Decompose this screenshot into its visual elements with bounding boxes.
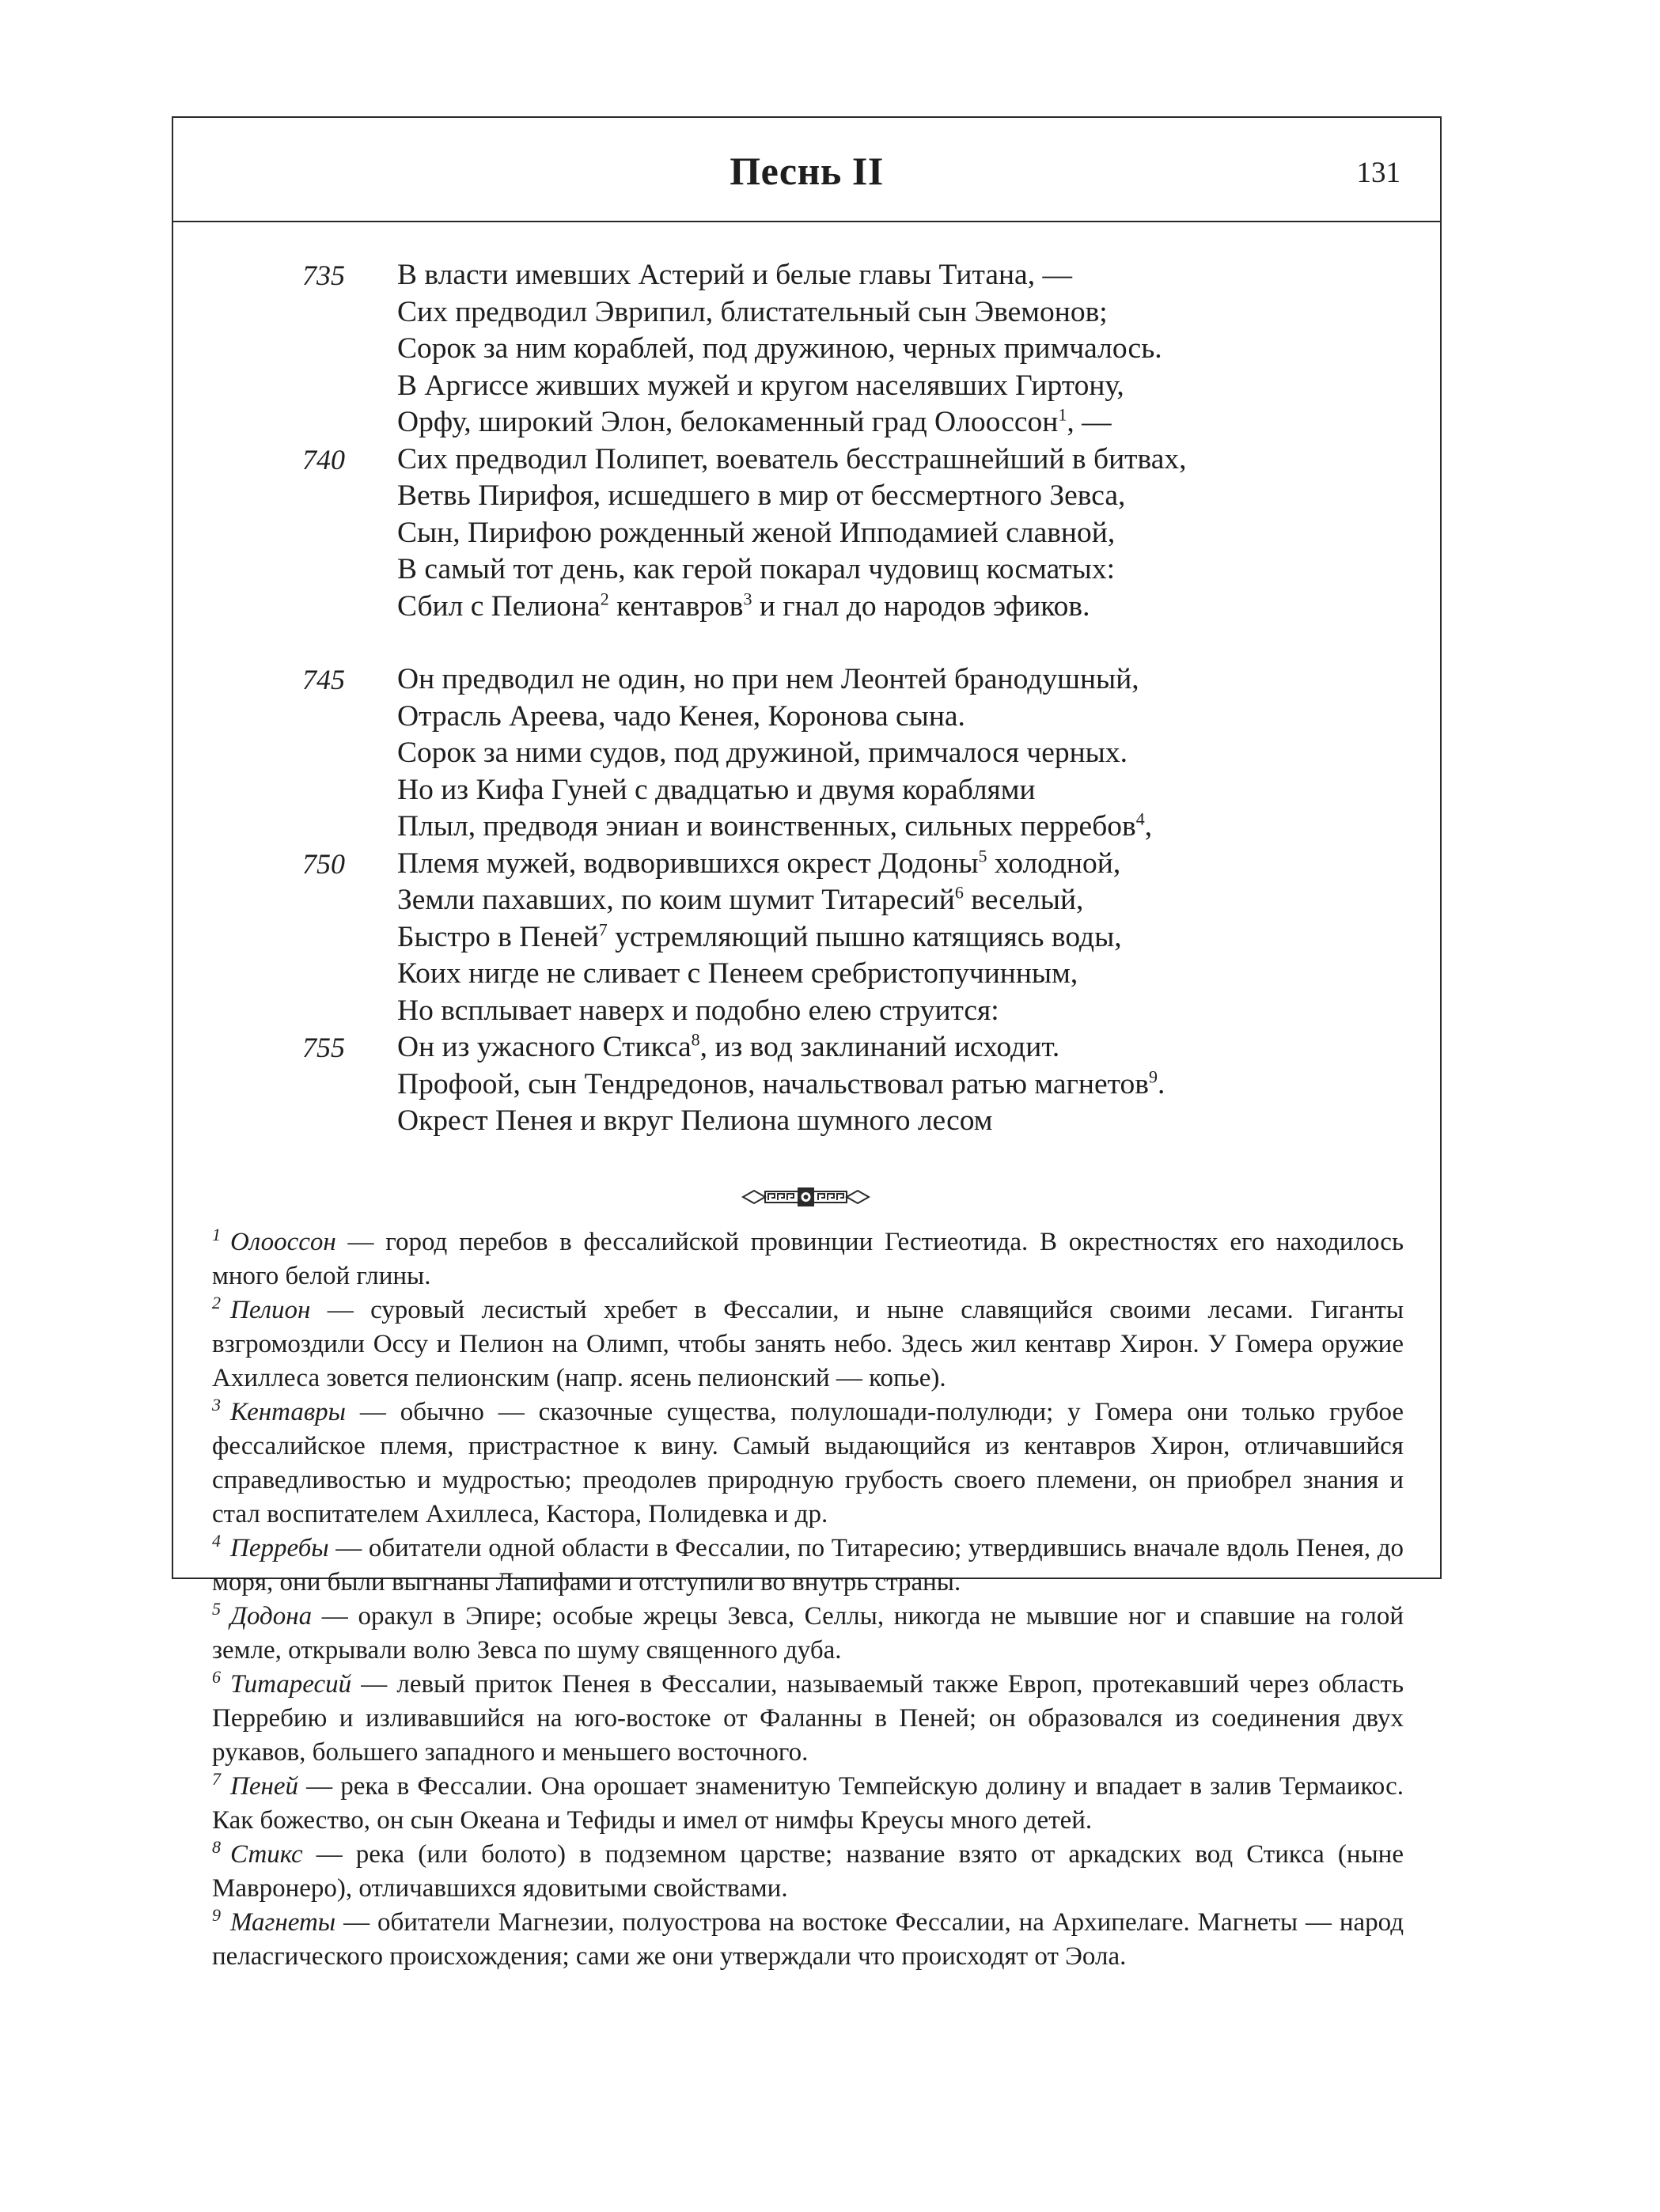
verse-segment: Но всплывает наверх и подобно елею струится: bbox=[397, 994, 999, 1027]
page-frame bbox=[172, 116, 1442, 1971]
line-number: 735 bbox=[302, 259, 345, 291]
verse-segment: Сорок за ним кораблей, под дружиною, черных примчалось. bbox=[397, 332, 1162, 365]
verse-segment: Земли пахавших, по коим шумит Титаресий bbox=[397, 884, 955, 916]
verse-text bbox=[397, 551, 1115, 589]
verse-segment: Сбил с Пелиона bbox=[397, 589, 601, 623]
verse-segment: Сын, Пирифою рожденный женой Ипподамией славной, bbox=[397, 516, 1116, 549]
verse-line bbox=[173, 993, 1440, 1030]
verse-segment: холодной, bbox=[987, 847, 1121, 880]
footnote-number: 5 bbox=[212, 1599, 221, 1619]
footnote-text: — суровый лесистый хребет в Фессалии, и ныне славящийся своими лесами. Гиганты взгромоздили Оссу и Пелион на Олимп, чтобы занять небо. Здесь жил кентавр Хирон. У Гомера оружие Ахиллеса зовется пелионским (напр. ясень пелионский — копье). bbox=[212, 1296, 1404, 1392]
verse-line bbox=[173, 589, 1440, 626]
footnote bbox=[212, 1532, 1404, 1600]
footnote-number: 9 bbox=[212, 1905, 221, 1925]
footnote bbox=[212, 1838, 1404, 1906]
footnote-text: — обычно — сказочные существа, полулошади-полулюди; у Гомера они только грубое фессалийское племя, пристрастное к вину. Самый выдающийся из кентавров Хирон, отличавшийся справедливостью и мудростью; преодолев природную грубость своего племени, он приобрел знания и стал воспитателем Ахиллеса, Кастора, Полидевка и др. bbox=[212, 1398, 1404, 1528]
verse-segment: . bbox=[1158, 1067, 1165, 1100]
verse-line bbox=[173, 404, 1440, 441]
footnote-ref: 3 bbox=[743, 589, 752, 608]
footnote-number: 8 bbox=[212, 1837, 221, 1857]
verse-text bbox=[397, 661, 1139, 699]
verse-segment: Отрасль Ареева, чадо Кенея, Коронова сына. bbox=[397, 699, 965, 733]
verse-line bbox=[173, 294, 1440, 331]
footnote bbox=[212, 1600, 1404, 1668]
verse-text bbox=[397, 919, 1122, 956]
footnote-text: — река (или болото) в подземном царстве; название взято от аркадских вод Стикса (ныне Мавронеро), отличавшихся ядовитыми свойствами. bbox=[212, 1840, 1404, 1903]
verse-segment: Сорок за ними судов, под дружиной, примчалося черных. bbox=[397, 737, 1128, 769]
footnote-ref: 1 bbox=[1058, 404, 1067, 425]
verse-text bbox=[397, 257, 1072, 294]
stanza bbox=[173, 257, 1440, 625]
verse-line bbox=[173, 735, 1440, 772]
verse-line bbox=[173, 441, 1440, 479]
footnote-term: Пеней bbox=[230, 1772, 298, 1801]
verse-text bbox=[397, 331, 1162, 368]
verse-segment: Коих нигде не сливает с Пенеем сребристопучинным, bbox=[397, 957, 1078, 990]
verse-line bbox=[173, 772, 1440, 809]
footnote-ref: 9 bbox=[1149, 1066, 1158, 1086]
footnote-ref: 6 bbox=[954, 882, 964, 903]
footnote-text: — оракул в Эпире; особые жрецы Зевса, Селлы, никогда не мывшие ног и спавшие на голой земле, открывали волю Зевса по шуму священного дуба. bbox=[212, 1602, 1404, 1665]
line-number: 745 bbox=[302, 664, 345, 695]
verse-text bbox=[397, 589, 1090, 626]
verse-segment: и гнал до народов эфиков. bbox=[752, 589, 1090, 623]
page-title: Песнь II bbox=[730, 149, 884, 193]
verse-segment: устремляющий пышно катящиясь воды, bbox=[607, 920, 1122, 953]
verse-line bbox=[173, 1066, 1440, 1104]
verse-line bbox=[173, 846, 1440, 883]
verse-segment: веселый, bbox=[963, 884, 1084, 916]
verse-text bbox=[397, 956, 1078, 993]
footnote-term: Кентавры bbox=[230, 1398, 347, 1426]
verse-block bbox=[173, 257, 1440, 1140]
footnote-term: Стикс bbox=[230, 1840, 303, 1869]
line-number: 750 bbox=[302, 847, 345, 880]
footnote-term: Магнеты bbox=[230, 1908, 336, 1937]
verse-line bbox=[173, 368, 1440, 405]
footnote-ref: 5 bbox=[978, 846, 987, 865]
footnote-ref: 8 bbox=[691, 1029, 700, 1050]
verse-line bbox=[173, 699, 1440, 736]
verse-line bbox=[173, 478, 1440, 515]
verse-line bbox=[173, 257, 1440, 294]
verse-line bbox=[173, 661, 1440, 699]
footnote-term: Пелион bbox=[230, 1296, 311, 1324]
verse-text bbox=[397, 993, 999, 1030]
verse-text bbox=[397, 1103, 993, 1140]
verse-line bbox=[173, 1029, 1440, 1066]
verse-text bbox=[397, 699, 965, 736]
verse-segment: , из вод заклинаний исходит. bbox=[699, 1031, 1060, 1063]
verse-line bbox=[173, 919, 1440, 956]
page-number: 131 bbox=[1356, 157, 1400, 189]
verse-text bbox=[397, 515, 1115, 552]
verse-text bbox=[397, 368, 1124, 405]
verse-segment: В Аргиссе живших мужей и кругом населявших Гиртону, bbox=[397, 369, 1124, 402]
footnote-number: 4 bbox=[212, 1531, 221, 1551]
verse-text bbox=[397, 404, 1112, 441]
footnote-number: 3 bbox=[212, 1395, 221, 1415]
greek-key-ornament-icon bbox=[741, 1186, 870, 1208]
footnote-text: — обитатели Магнезии, полуострова на востоке Фессалии, на Архипелаге. Магнеты — народ пеласгического происхождения; сами же они утверждали что происходят от Эола. bbox=[212, 1908, 1404, 1971]
footnote bbox=[212, 1668, 1404, 1770]
verse-segment: Сих предводил Полипет, воеватель бесстрашнейший в битвах, bbox=[397, 442, 1187, 475]
footnote-text: — город перебов в фессалийской провинции Гестиеотида. В окрестностях его находилось много белой глины. bbox=[212, 1228, 1404, 1290]
footnotes bbox=[212, 1225, 1404, 1974]
footnote-term: Титаресий bbox=[230, 1670, 352, 1699]
verse-segment: Он предводил не один, но при нем Леонтей бранодушный, bbox=[397, 663, 1139, 695]
verse-line bbox=[173, 956, 1440, 993]
verse-segment: В власти имевших Астерий и белые главы Титана, — bbox=[397, 259, 1072, 291]
footnote-ref: 7 bbox=[598, 919, 608, 939]
verse-line bbox=[173, 515, 1440, 552]
verse-text bbox=[397, 846, 1120, 883]
footnote-term: Перребы bbox=[230, 1534, 329, 1562]
footnote-number: 2 bbox=[212, 1293, 221, 1312]
footnote-text: — левый приток Пенея в Фессалии, называемый также Европ, протекавший через область Перребию и изливавшийся на юго-востоке от Фаланны в Пеней; он образовался из соединения двух рукавов, большего западного и меньшего восточного. bbox=[212, 1670, 1404, 1767]
footnote-text: — обитатели одной области в Фессалии, по Титаресию; утвердившись вначале вдоль Пенея, до моря, они были выгнаны Лапифами и отступили во внутрь страны. bbox=[212, 1534, 1404, 1597]
verse-segment: Он из ужасного Стикса bbox=[397, 1031, 692, 1063]
verse-segment: Ветвь Пирифоя, исшедшего в мир от бессмертного Зевса, bbox=[397, 479, 1126, 512]
verse-segment: Сих предводил Эврипил, блистательный сын Эвемонов; bbox=[397, 295, 1108, 328]
stanza bbox=[173, 661, 1440, 1140]
verse-line bbox=[173, 1103, 1440, 1140]
footnote bbox=[212, 1293, 1404, 1396]
verse-segment: Плыл, предводя эниан и воинственных, сильных перребов bbox=[397, 810, 1136, 843]
footnote bbox=[212, 1770, 1404, 1838]
footnote-ref: 4 bbox=[1135, 809, 1145, 829]
verse-line bbox=[173, 809, 1440, 846]
verse-line bbox=[173, 331, 1440, 368]
footnote-text: — река в Фессалии. Она орошает знаменитую Темпейскую долину и впадает в залив Термаикос. Как божество, он сын Океана и Тефиды и имел от нимфы Креусы много детей. bbox=[212, 1772, 1404, 1835]
verse-segment: Орфу, широкий Элон, белокаменный град Олоосcон bbox=[397, 406, 1059, 438]
verse-segment: , bbox=[1144, 810, 1153, 843]
verse-segment: Профоой, сын Тендредонов, начальствовал ратью магнетов bbox=[397, 1067, 1149, 1100]
footnote bbox=[212, 1396, 1404, 1532]
verse-text bbox=[397, 294, 1108, 331]
verse-text bbox=[397, 882, 1083, 919]
verse-text bbox=[397, 772, 1036, 809]
verse-text bbox=[397, 809, 1152, 846]
verse-text bbox=[397, 478, 1125, 515]
verse-segment: Но из Кифа Гуней с двадцатью и двумя кораблями bbox=[397, 773, 1036, 806]
line-number: 755 bbox=[302, 1032, 345, 1063]
verse-segment: Племя мужей, водворившихся окрест Додоны bbox=[397, 847, 979, 880]
footnote bbox=[212, 1225, 1404, 1293]
verse-line bbox=[173, 551, 1440, 589]
footnote-number: 1 bbox=[212, 1225, 221, 1244]
footnote-number: 6 bbox=[212, 1667, 221, 1687]
page-header bbox=[173, 118, 1440, 222]
verse-text bbox=[397, 1029, 1059, 1066]
verse-text bbox=[397, 441, 1187, 479]
verse-segment: , — bbox=[1067, 406, 1112, 438]
verse-text bbox=[397, 735, 1128, 772]
footnote-ref: 2 bbox=[600, 589, 609, 608]
verse-text bbox=[397, 1066, 1165, 1104]
footnote-number: 7 bbox=[212, 1769, 221, 1789]
verse-segment: Быстро в Пеней bbox=[397, 920, 599, 953]
verse-segment: Окрест Пенея и вкруг Пелиона шумного лесом bbox=[397, 1104, 993, 1137]
verse-segment: кентавров bbox=[608, 589, 744, 623]
footnote bbox=[212, 1906, 1404, 1974]
verse-line bbox=[173, 882, 1440, 919]
verse-segment: В самый тот день, как герой покарал чудовищ косматых: bbox=[397, 553, 1115, 585]
footnote-term: Додона bbox=[230, 1602, 313, 1631]
footnote-term: Олоосcон bbox=[230, 1228, 336, 1256]
line-number: 740 bbox=[302, 443, 345, 475]
